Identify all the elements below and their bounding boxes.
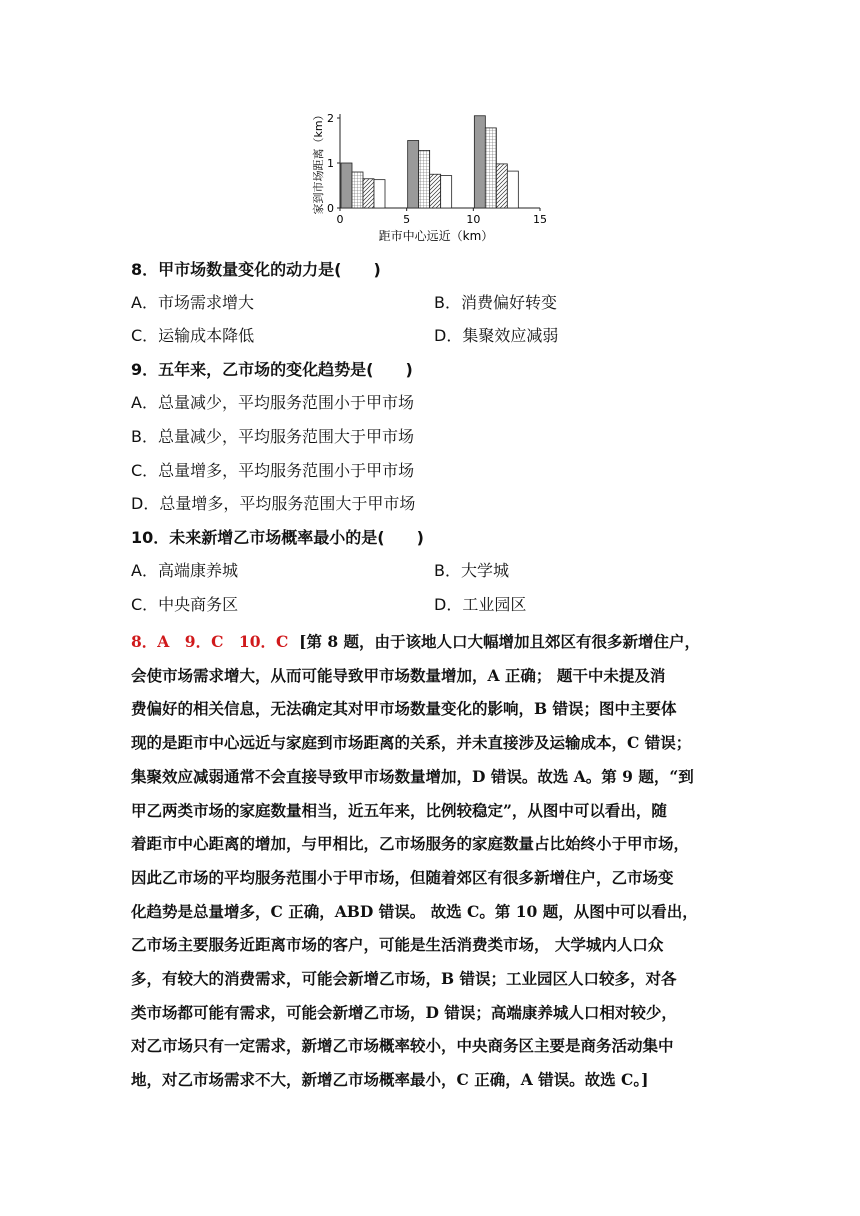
x-axis-label: 距市中心远近（km）: [378, 229, 494, 243]
bar-gray-solid: [474, 116, 485, 208]
question-9-option-b: B．总量减少，平均服务范围大于甲市场: [131, 427, 414, 446]
chart-canvas: [300, 100, 560, 250]
question-8-option-d: D．集聚效应减弱: [434, 326, 559, 345]
y-axis-label: 家到市场距离（km）: [312, 109, 325, 215]
answer-text-1: [第 8 题，由于该地人口大幅增加且郊区有很多新增住户，: [299, 632, 701, 651]
x-tick-label: 10: [466, 213, 481, 226]
answer-line-6: 甲乙两类市场的家庭数量相当，近五年来，比例较稳定”，从图中可以看出，随: [131, 800, 667, 820]
question-8-option-b: B．消费偏好转变: [434, 293, 557, 312]
question-10-option-d: D．工业园区: [434, 595, 527, 614]
answer-line-9: 化趋势是总量增多，C 正确，ABD 错误。 故选 C。第 10 题，从图中可以看出，: [131, 901, 698, 921]
question-10-stem: 10．未来新增乙市场概率最小的是( ): [131, 528, 424, 547]
answer-line-11: 多，有较大的消费需求，可能会新增乙市场，B 错误；工业园区人口较多，对各: [131, 969, 677, 989]
y-tick-label: 2: [327, 112, 334, 125]
answer-key: 8．A 9．C 10．C: [131, 632, 289, 651]
answer-line-8: 因此乙市场的平均服务范围小于甲市场，但随着郊区有很多新增住户，乙市场变: [131, 867, 674, 887]
question-8-option-c: C．运输成本降低: [131, 326, 255, 345]
y-tick-label: 0: [327, 202, 334, 215]
bar-diagonal-hatch: [363, 179, 374, 208]
answer-line-4: 现的是距市中心远近与家庭到市场距离的关系，并未直接涉及运输成本，C 错误；: [131, 733, 692, 753]
question-10-option-a: A．高端康养城: [131, 561, 238, 580]
answer-explanation: [131, 625, 731, 1097]
bar-white: [441, 176, 452, 208]
answer-line-5: 集聚效应减弱通常不会直接导致甲市场数量增加，D 错误。故选 A。第 9 题，“到: [131, 766, 694, 786]
question-8-option-a: A．市场需求增大: [131, 293, 254, 312]
x-tick-label: 5: [403, 213, 411, 226]
bar-white: [507, 171, 518, 208]
bar-chart: [300, 100, 560, 250]
bar-grid: [485, 128, 496, 208]
x-tick-label: 15: [533, 213, 547, 226]
bar-gray-solid: [408, 141, 419, 209]
answer-line-2: 会使市场需求增大，从而可能导致甲市场数量增加，A 正确； 题干中未提及消: [131, 665, 666, 685]
question-9-option-c: C．总量增多，平均服务范围小于甲市场: [131, 461, 415, 480]
y-tick-label: 1: [327, 157, 334, 170]
question-9-stem: 9．五年来，乙市场的变化趋势是( ): [131, 360, 413, 379]
x-tick-label: 0: [336, 213, 344, 226]
bar-diagonal-hatch: [430, 174, 441, 208]
bar-grid: [419, 150, 430, 208]
answer-line-1: [131, 625, 731, 659]
answer-line-13: 对乙市场只有一定需求，新增乙市场概率较小，中央商务区主要是商务活动集中: [131, 1036, 674, 1056]
bar-grid: [352, 172, 363, 208]
answer-line-12: 类市场都可能有需求，可能会新增乙市场，D 错误；高端康养城人口相对较少，: [131, 1002, 677, 1022]
question-8-stem: 8．甲市场数量变化的动力是( ): [131, 260, 381, 279]
answer-line-3: 费偏好的相关信息，无法确定其对甲市场数量变化的影响，B 错误；图中主要体: [131, 699, 677, 719]
answer-line-7: 着距市中心距离的增加，与甲相比，乙市场服务的家庭数量占比始终小于甲市场，: [131, 834, 690, 854]
question-9-option-d: D．总量增多，平均服务范围大于甲市场: [131, 494, 416, 513]
question-10-option-b: B．大学城: [434, 561, 509, 580]
bar-white: [374, 180, 385, 208]
answer-line-14: 地，对乙市场需求不大，新增乙市场概率最小，C 正确，A 错误。故选 C。]: [131, 1070, 649, 1090]
bar-gray-solid: [341, 163, 352, 208]
answer-line-10: 乙市场主要服务近距离市场的客户，可能是生活消费类市场， 大学城内人口众: [131, 935, 664, 955]
bar-diagonal-hatch: [496, 164, 507, 208]
question-9-option-a: A．总量减少，平均服务范围小于甲市场: [131, 393, 414, 412]
question-10-option-c: C．中央商务区: [131, 595, 239, 614]
